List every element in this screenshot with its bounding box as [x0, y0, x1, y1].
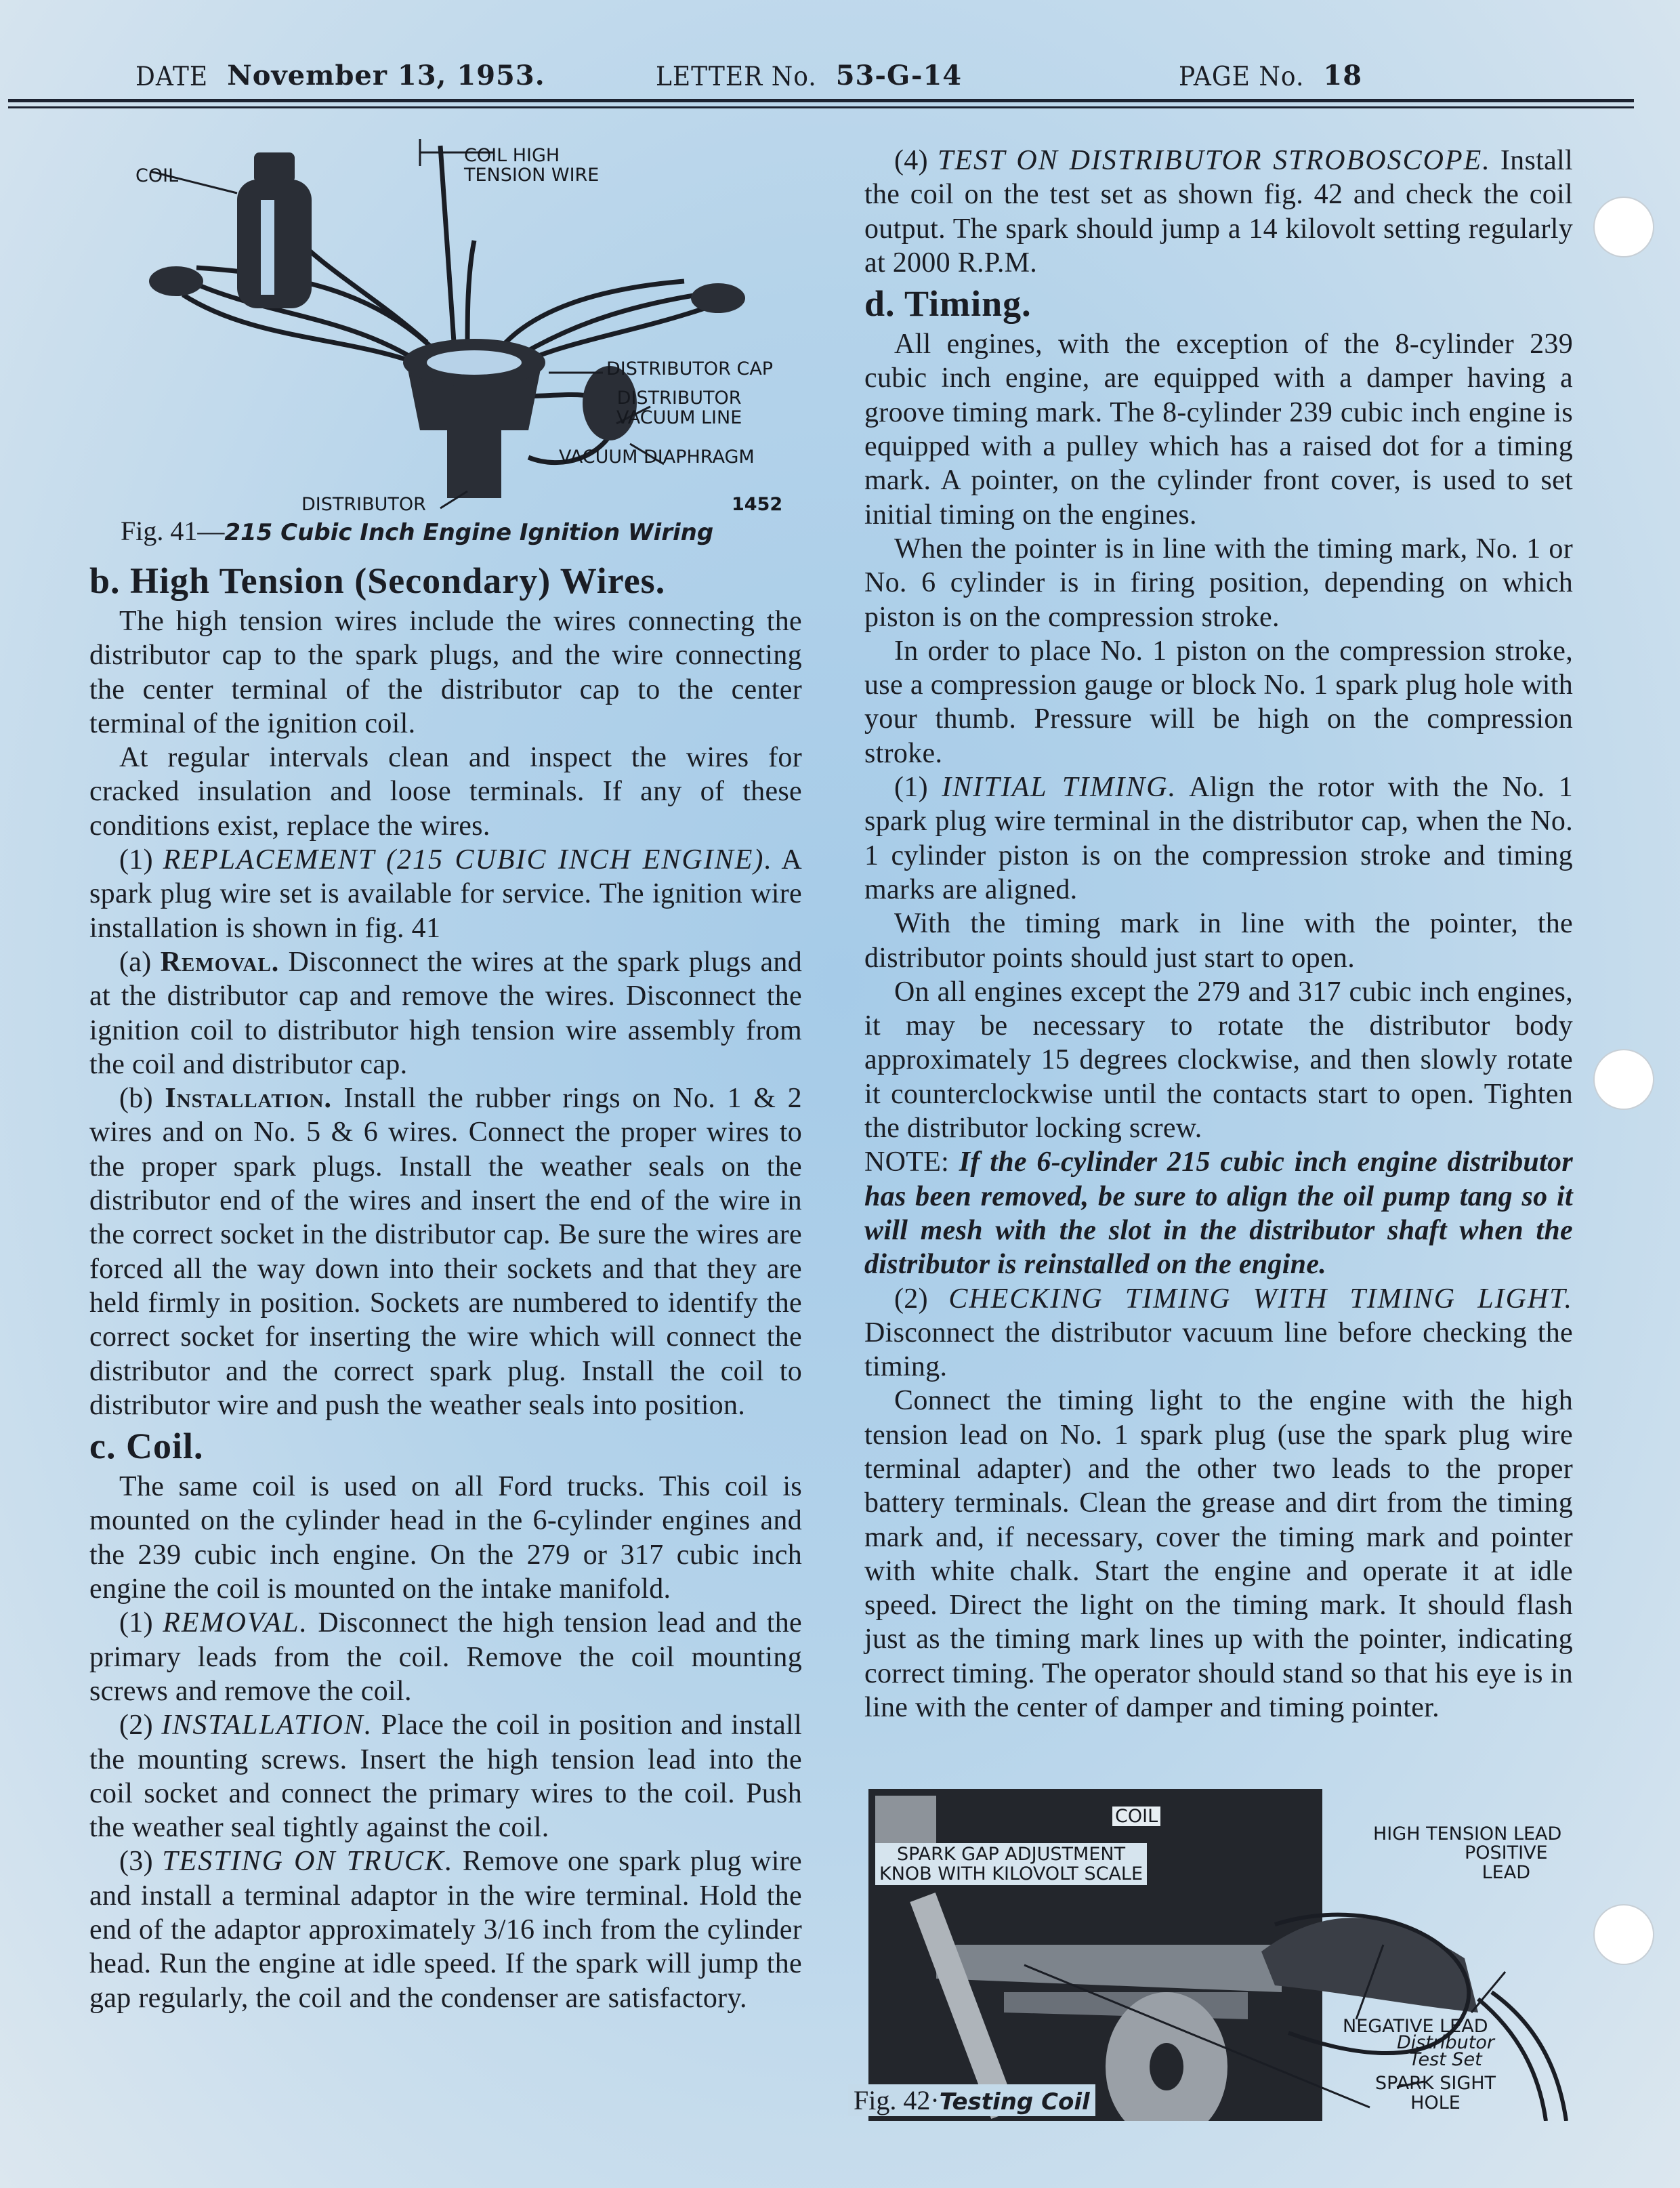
text-run: (2): [119, 1710, 162, 1741]
fig41-label-distributor: DISTRIBUTOR: [301, 494, 426, 515]
figure-41-ignition-wiring: [88, 139, 806, 518]
paragraph: [864, 907, 1573, 975]
fig42-label-positive-lead: POSITIVE LEAD: [1465, 1842, 1548, 1883]
fig42-label-negative-lead: NEGATIVE LEAD: [1343, 2016, 1488, 2037]
text-run: (b): [119, 1083, 165, 1115]
section-heading: d. Timing.: [864, 283, 1032, 325]
paragraph: [89, 1081, 802, 1422]
fig41-label-coil: COIL: [135, 165, 179, 186]
header-rule-top: [8, 99, 1634, 102]
text-run: Disconnect the high tension lead and the primary leads from the coil. Remove the coil mounting screws and remove the coil.: [89, 1607, 802, 1707]
text-run: Install the rubber rings on No. 1 & 2 wires and on No. 5 & 6 wires. Connect the proper wires to the proper spark plugs. Install the weather seals on the distributor end of the wires and insert the end of the wire in the correct socket in the distributor cap. Be sure the wires are forced all the way down into their sockets and that they are held firmly in position. Sockets are numbered to identify the correct socket for inserting the wire which will connect the distributor and the correct spark plug. Install the coil to distributor wire and push the weather seals into position.: [89, 1083, 802, 1421]
fig41-label-vacuum-diaphragm: VACUUM DIAPHRAGM: [559, 447, 755, 468]
emphasized-text: TESTING ON TRUCK.: [162, 1846, 454, 1878]
text-run: Disconnect the distributor vacuum line before checking the timing.: [864, 1317, 1573, 1383]
emphasized-text: TEST ON DISTRIBUTOR STROBOSCOPE.: [938, 145, 1491, 176]
figure-41-caption: [121, 515, 713, 547]
paragraph: [89, 945, 802, 1081]
fig42-label-spark-sight-hole: SPARK SIGHT HOLE: [1375, 2073, 1496, 2113]
emphasized-text: INITIAL TIMING.: [942, 772, 1177, 804]
text-run: The same coil is used on all Ford trucks. This coil is mounted on the cylinder head in the 6-cylinder engines and the 239 cubic inch engine. On the 279 or 317 cubic inch engine the coil is mounted on the intake manifold.: [89, 1471, 802, 1605]
paragraph: [89, 604, 802, 741]
section-heading: c. Coil.: [89, 1426, 204, 1467]
paragraph: [89, 741, 802, 843]
text-run: (1): [119, 1607, 163, 1639]
text-run: With the timing mark in line with the pointer, the distributor points should just start to open.: [864, 908, 1573, 974]
emphasized-text: Installation.: [165, 1083, 332, 1115]
paragraph: [864, 1282, 1573, 1384]
text-run: Disconnect the wires at the spark plugs and at the distributor cap and remove the wires. Disconnect the ignition coil to distributor high tension wire assembly from the coil and distributor cap.: [89, 946, 802, 1080]
right-column: [864, 144, 1573, 1725]
letter-label: LETTER No.: [656, 61, 817, 93]
text-run: Connect the timing light to the engine with the high tension lead on No. 1 spark plug (use the spark plug wire terminal adapter) and the other two leads to the proper battery terminals. Clean the grease and dirt from the timing mark and, if necessary, cover the timing mark and pointer with white chalk. Start the engine and operate it at idle speed. Direct the light on the timing mark. It should flash just as the timing mark lines up with the pointer, indicating correct timing. The operator should stand so that his eye is in line with the center of damper and timing pointer.: [864, 1385, 1573, 1724]
figure-42-testing-coil: [854, 1789, 1593, 2121]
text-run: (4): [894, 145, 938, 176]
paragraph: [89, 1844, 802, 2015]
caption-text: 215 Cubic Inch Engine Ignition Wiring: [224, 519, 714, 546]
text-run: At regular intervals clean and inspect the wires for cracked insulation and loose terminals. If any of these conditions exist, replace the wires.: [89, 742, 802, 842]
date-label: DATE: [135, 61, 209, 93]
fig41-label-distributor-cap: DISTRIBUTOR CAP: [606, 358, 774, 379]
emphasized-text: Removal.: [160, 946, 280, 978]
date-value: November 13, 1953.: [227, 60, 545, 91]
paragraph: [864, 1145, 1573, 1281]
page-field: [1179, 60, 1362, 91]
figure-42-caption: [848, 2084, 1095, 2116]
date-field: [135, 60, 545, 91]
section-heading: b. High Tension (Secondary) Wires.: [89, 560, 666, 601]
text-run: Place the coil in position and install the mounting screws. Insert the high tension lead into the coil socket and connect the primary wires to the coil. Push the weather seal tightly against the coil.: [89, 1710, 802, 1844]
paragraph: [864, 634, 1573, 770]
fig41-label-coil-high-tension-wire: COIL HIGH TENSION WIRE: [464, 145, 600, 186]
page-value: 18: [1323, 60, 1363, 91]
text-run: Remove one spark plug wire and install a terminal adaptor in the wire terminal. Hold the end of the adaptor approximately 3/16 inch from the cylinder head. Run the engine at idle speed. If the spark will jump the gap regularly, the coil and the condenser are satisfactory.: [89, 1846, 802, 2014]
text-run: NOTE:: [864, 1147, 959, 1178]
paragraph: [89, 1708, 802, 1844]
paragraph: [89, 1606, 802, 1708]
emphasized-text: If the 6-cylinder 215 cubic inch engine distributor has been removed, be sure to align the oil pump tang so it will mesh with the slot in the distributor shaft when the distributor is reinstalled on the engine.: [864, 1147, 1574, 1281]
fig42-label-spark-gap-knob: SPARK GAP ADJUSTMENT KNOB WITH KILOVOLT SCALE: [875, 1843, 1147, 1885]
fig41-label-vacuum-line: DISTRIBUTOR VACUUM LINE: [616, 388, 742, 428]
page-label: PAGE No.: [1179, 61, 1305, 93]
paragraph: [89, 843, 802, 945]
paragraph: [864, 975, 1573, 1145]
text-run: (1): [894, 772, 942, 804]
paragraph: [89, 1470, 802, 1606]
binder-hole-middle: [1593, 1049, 1654, 1110]
text-run: All engines, with the exception of the 8-cylinder 239 cubic inch engine, are equipped with a damper having a groove timing mark. The 8-cylinder 239 cubic inch engine is equipped with a pulley which has a raised dot for a timing mark. A pointer, on the cylinder front cover, is used to set initial timing on the engines.: [864, 329, 1573, 531]
emphasized-text: REPLACEMENT (215 CUBIC INCH ENGINE).: [163, 844, 773, 876]
text-run: (2): [894, 1283, 949, 1315]
text-run: (a): [119, 946, 161, 978]
letter-field: [656, 60, 962, 91]
fig41-figure-number: 1452: [732, 494, 783, 515]
fig42-label-high-tension-lead: HIGH TENSION LEAD: [1373, 1823, 1562, 1844]
paragraph: [864, 144, 1573, 280]
binder-hole-bottom: [1593, 1904, 1654, 1965]
text-run: (1): [119, 844, 163, 876]
fig42-label-coil: COIL: [1112, 1807, 1160, 1826]
text-run: In order to place No. 1 piston on the compression stroke, use a compression gauge or block No. 1 spark plug hole with your thumb. Pressure will be high on the compression stroke.: [864, 635, 1573, 769]
text-run: Align the rotor with the No. 1 spark plug wire terminal in the distributor cap, when the No. 1 cylinder piston is on the compression stroke and timing marks are aligned.: [864, 772, 1573, 905]
text-run: A spark plug wire set is available for service. The ignition wire installation is shown in fig. 41: [89, 844, 802, 944]
emphasized-text: REMOVAL.: [163, 1607, 308, 1639]
fig42-label-test-set: Distributor Test Set: [1397, 2032, 1495, 2070]
header-rule-bottom: [8, 106, 1634, 108]
caption-prefix: Fig. 42·: [854, 2085, 940, 2115]
text-run: Install the coil on the test set as shown fig. 42 and check the coil output. The spark should jump a 14 kilovolt setting regularly at 2000 R.P.M.: [864, 145, 1573, 278]
text-run: (3): [119, 1846, 163, 1878]
caption-prefix: Fig. 41—: [121, 516, 225, 546]
paragraph: [864, 1384, 1573, 1725]
letter-value: 53-G-14: [835, 60, 963, 91]
paragraph: [864, 327, 1573, 532]
caption-text: Testing Coil: [939, 2088, 1090, 2115]
emphasized-text: CHECKING TIMING WITH TIMING LIGHT.: [948, 1283, 1573, 1315]
paragraph: [864, 770, 1573, 907]
binder-hole-top: [1593, 197, 1654, 257]
emphasized-text: INSTALLATION.: [161, 1710, 373, 1741]
paragraph: [864, 532, 1573, 634]
left-column: [89, 557, 802, 2015]
text-run: When the pointer is in line with the timing mark, No. 1 or No. 6 cylinder is in firing position, depending on which piston is on the compression stroke.: [864, 533, 1573, 633]
text-run: On all engines except the 279 and 317 cubic inch engines, it may be necessary to rotate the distributor body approximately 15 degrees clockwise, and then slowly rotate it counterclockwise until the contacts start to open. Tighten the distributor locking screw.: [864, 976, 1573, 1144]
text-run: The high tension wires include the wires connecting the distributor cap to the spark plugs, and the wire connecting the center terminal of the distributor cap to the center terminal of the ignition coil.: [89, 606, 802, 739]
